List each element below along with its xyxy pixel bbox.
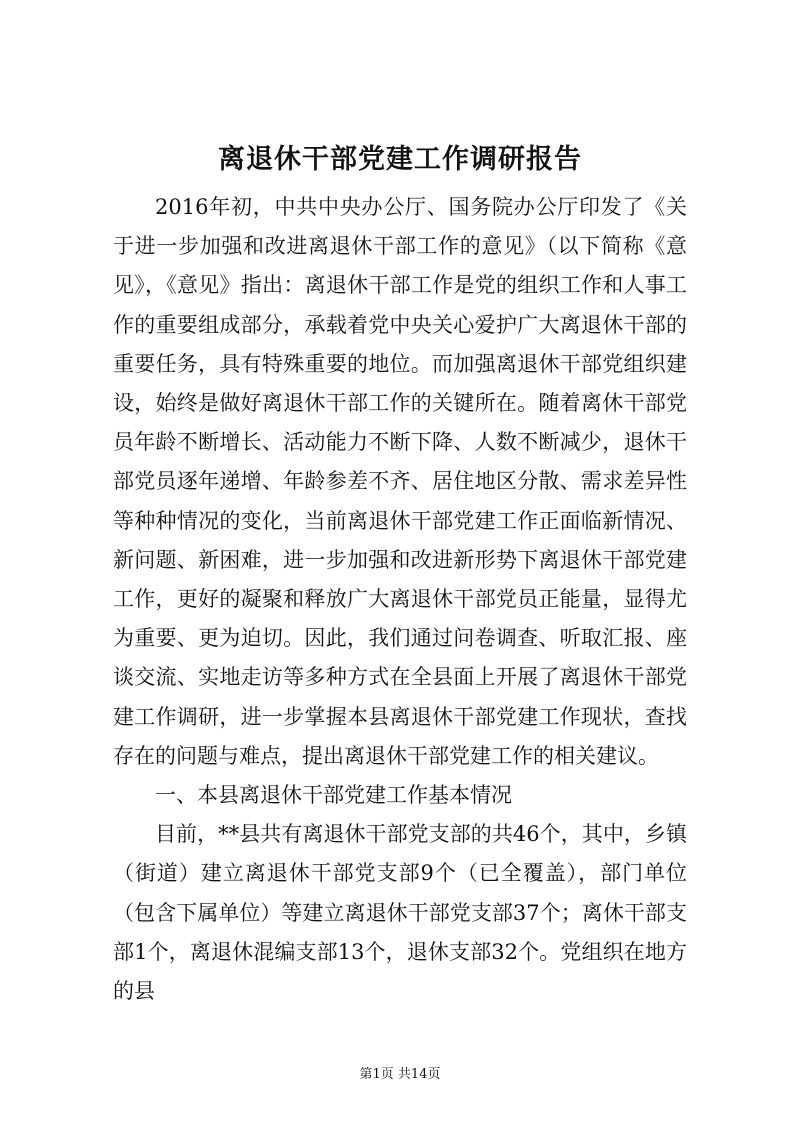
paragraph-intro: 2016年初，中共中央办公厅、国务院办公厅印发了《关于进一步加强和改进离退休干部工作的意见》（以下简称《意见》，《意见》指出：离退休干部工作是党的组织工作和人事工作的重要组成部分，承载着党中央关心爱护广大离退休干部的重要任务，具有特殊重要的地位。而加强离退休干部党组织建设，始终是做好离退休干部工作的关键所在。随着离休干部党员年龄不断增长、活动能力不断下降、人数不断减少，退休干部党员逐年递增、年龄参差不齐、居住地区分散、需求差异性等种种情况的变化，当前离退休干部党建工作正面临新情况、新问题、新困难，进一步加强和改进新形势下离退休干部党建工作，更好的凝聚和释放广大离退休干部党员正能量，显得尤为重要、更为迫切。因此，我们通过问卷调查、听取汇报、座谈交流、实地走访等多种方式在全县面上开展了离退休干部党建工作调研，进一步掌握本县离退休干部党建工作现状，查找存在的问题与难点，提出离退休干部党建工作的相关建议。	[113, 195, 687, 768]
paragraph-status: 目前，**县共有离退休干部党支部的共46个，其中，乡镇（街道）建立离退休干部党支部9个（已全覆盖），部门单位（包含下属单位）等建立离退休干部党支部37个；离休干部支部1个，离退休混编支部13个，退休支部32个。党组织在地方的县	[113, 822, 687, 1004]
page-footer: 第1页 共14页	[359, 1067, 441, 1082]
section-heading: 一、本县离退休干部党建工作基本情况	[155, 783, 512, 808]
document-body	[113, 188, 687, 1011]
document-title: 离退休干部党建工作调研报告	[218, 144, 582, 175]
